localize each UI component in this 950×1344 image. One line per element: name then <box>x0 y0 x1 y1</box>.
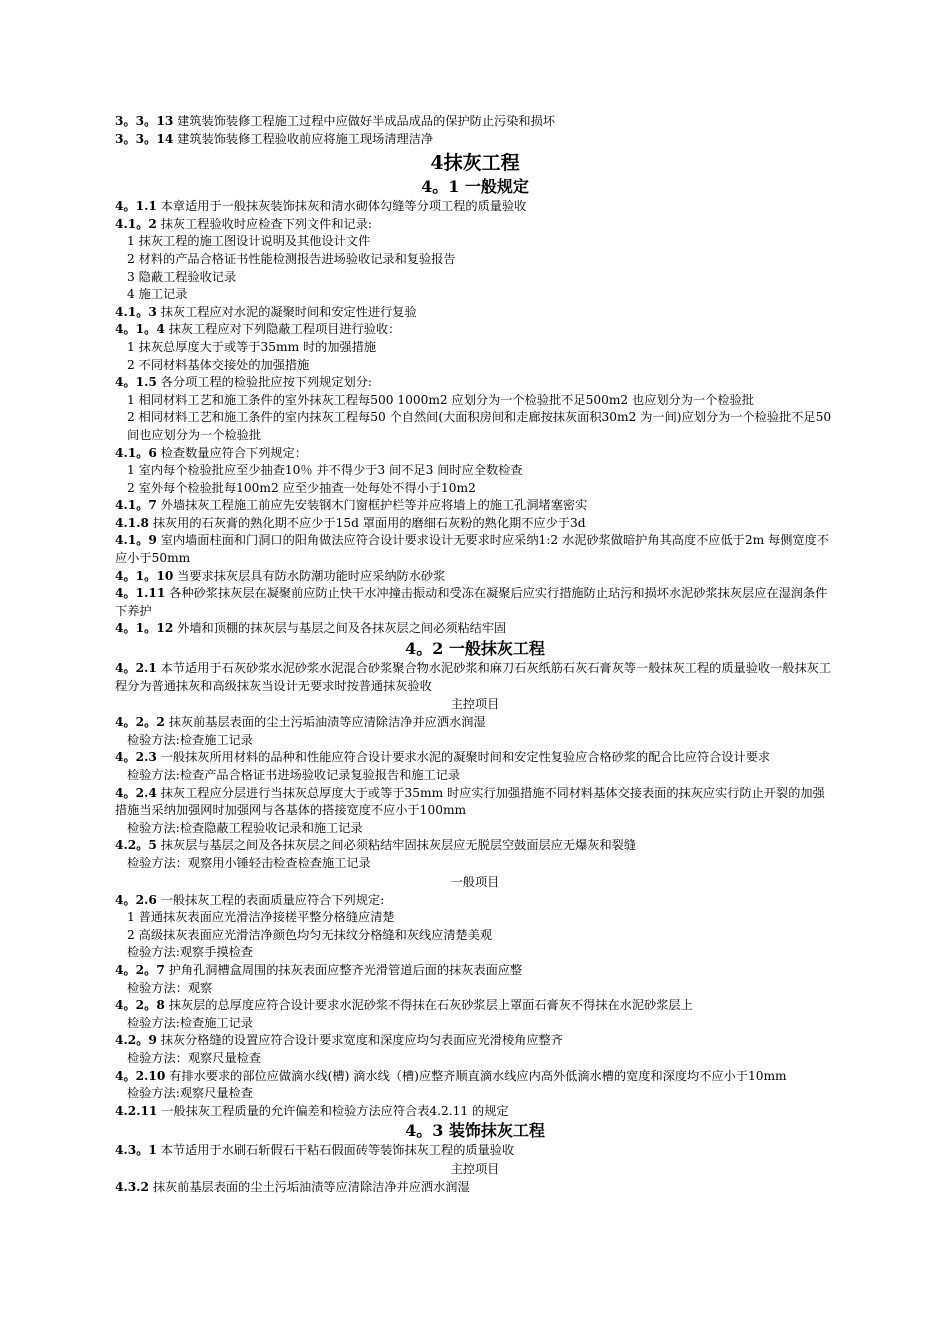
clause-number: 4.2。5 <box>115 838 157 853</box>
clause <box>115 892 835 910</box>
clause-number: 4。2.4 <box>115 785 157 800</box>
clause-text: 抹灰工程验收时应检查下列文件和记录: <box>160 216 373 231</box>
section-heading <box>115 1120 835 1142</box>
clause-number: 4。1。12 <box>115 621 174 636</box>
clause-text: 本节适用于水刷石斩假石干粘石假面砖等装饰抹灰工程的质量验收 <box>160 1143 515 1158</box>
subheading: 一般项目 <box>450 874 500 889</box>
clause-text: 检查数量应符合下列规定： <box>160 445 307 460</box>
clause-text: 外墙和顶棚的抹灰层与基层之间及各抹灰层之间必须粘结牢固 <box>177 621 507 636</box>
list-item: 2 室外每个检验批每100m2 应至少抽查一处每处不得小于10m2 <box>127 480 476 495</box>
clause <box>115 113 835 131</box>
clause <box>115 321 835 339</box>
clause-number: 4。2。8 <box>115 998 165 1013</box>
list-item: 1 普通抹灰表面应光滑洁净接槎平整分格缝应清楚 <box>127 910 395 925</box>
clause <box>115 1032 835 1050</box>
section-title: 一般抹灰工程 <box>448 639 545 659</box>
clause-number: 4。2.10 <box>115 1068 166 1083</box>
clause-text: 抹灰前基层表面的尘土污垢油渍等应清除洁净并应洒水润湿 <box>168 715 486 730</box>
list-item: 2 材料的产品合格证书性能检测报告进场验收记录和复验报告 <box>127 251 456 266</box>
clause-number: 4。2。7 <box>115 962 165 977</box>
clause-text: 抹灰工程应对下列隐蔽工程项目进行验收： <box>168 322 401 337</box>
section-title: 一般规定 <box>464 177 529 197</box>
section-body <box>115 660 835 1120</box>
clause-number: 3。3。14 <box>115 131 174 146</box>
list-item: 1 抹灰工程的施工图设计说明及其他设计文件 <box>127 234 371 249</box>
inspection-method: 检验方法:检查施工记录 <box>127 1015 253 1030</box>
list-item: 3 隐蔽工程验收记录 <box>127 269 237 284</box>
clause <box>115 131 835 149</box>
section-heading <box>115 176 835 198</box>
clause-number: 4。1。10 <box>115 568 174 583</box>
clause-text: 抹灰工程应对水泥的凝聚时间和安定性进行复验 <box>160 304 417 319</box>
clause-number: 4。1.11 <box>115 586 166 601</box>
clause-text: 本节适用于石灰砂浆水泥砂浆水泥混合砂浆聚合物水泥砂浆和麻刀石灰纸筋石灰石膏灰等一般抹灰工程的质量验收一般抹灰工程分为普通抹灰和高级抹灰当设计无要求时按普通抹灰验收 <box>115 661 832 693</box>
list-item: 1 室内每个检验批应至少抽查10％ 并不得少于3 间不足3 间时应全数检查 <box>127 463 523 478</box>
clause-number: 4.3.2 <box>115 1179 149 1194</box>
list-item: 2 不同材料基体交接处的加强措施 <box>127 357 310 372</box>
list-item: 2 相同材料工艺和施工条件的室内抹灰工程每50 个自然间(大面积房间和走廊按抹灰面积30m2 为一间)应划分为一个检验批不足50 间也应划分为一个检验批 <box>127 410 832 442</box>
clause <box>115 714 835 732</box>
clause-text: 抹灰层的总厚度应符合设计要求水泥砂浆不得抹在石灰砂浆层上罩面石膏灰不得抹在水泥砂浆层上 <box>168 998 693 1013</box>
section-body <box>115 1142 835 1196</box>
clause-number: 4。1。4 <box>115 322 165 337</box>
clause-number: 4。2。2 <box>115 715 165 730</box>
clause <box>115 216 835 234</box>
clause-text: 抹灰用的石灰膏的熟化期不应少于15d 罩面用的磨细石灰粉的熟化期不应少于3d <box>152 515 586 530</box>
list-item: 4 施工记录 <box>127 287 188 302</box>
clause-number: 4.1。3 <box>115 304 157 319</box>
subheading: 主控项目 <box>450 1161 500 1176</box>
clause-number: 4.1。2 <box>115 216 157 231</box>
inspection-method: 检验方法:观察手摸检查 <box>127 945 253 960</box>
clause-number: 4。2.1 <box>115 661 157 676</box>
inspection-method: 检验方法：观察用小锤轻击检查检查施工记录 <box>127 855 371 870</box>
clause-number: 4.2。9 <box>115 1033 157 1048</box>
list-item: 1 抹灰总厚度大于或等于35mm 时的加强措施 <box>127 339 377 354</box>
clause <box>115 660 835 695</box>
inspection-method: 检验方法:检查施工记录 <box>127 732 253 747</box>
section-heading <box>115 638 835 660</box>
inspection-method: 检验方法:检查隐蔽工程验收记录和施工记录 <box>127 820 363 835</box>
clause-text: 抹灰层与基层之间及各抹灰层之间必须粘结牢固抹灰层应无脱层空鼓面层应无爆灰和裂缝 <box>160 838 637 853</box>
clause-number: 4。2.6 <box>115 892 157 907</box>
inspection-method: 检验方法:观察尺量检查 <box>127 1086 253 1101</box>
clause-text: 一般抹灰工程的表面质量应符合下列规定: <box>160 892 385 907</box>
clause <box>115 497 835 515</box>
clause-text: 建筑装饰装修工程验收前应将施工现场清理洁净 <box>177 131 434 146</box>
clause-text: 一般抹灰所用材料的品种和性能应符合设计要求水泥的凝聚时间和安定性复验应合格砂浆的配合比应符合设计要求 <box>160 750 771 765</box>
clause-number: 4.1。9 <box>115 533 157 548</box>
subheading: 主控项目 <box>450 697 500 712</box>
list-item: 1 相同材料工艺和施工条件的室外抹灰工程每500 1000m2 应划分为一个检验批不足500m2 也应划分为一个检验批 <box>127 392 754 407</box>
clause-text: 有排水要求的部位应做滴水线(槽) 滴水线（槽)应整齐顺直滴水线应内高外低滴水槽的宽度和深度均不应小于10mm <box>169 1068 787 1083</box>
clause <box>115 1179 835 1197</box>
clause-number: 4.1。7 <box>115 498 157 513</box>
clause <box>115 837 835 855</box>
clause <box>115 568 835 586</box>
clause-number: 4.2.11 <box>115 1103 158 1118</box>
section-number: 4。3 <box>405 1121 444 1141</box>
chapter-heading <box>115 150 835 176</box>
clause <box>115 515 835 533</box>
clause <box>115 1142 835 1160</box>
clause-number: 4.1。6 <box>115 445 157 460</box>
chapter-number: 4 <box>430 152 444 175</box>
clause <box>115 997 835 1015</box>
clause-text: 抹灰工程应分层进行当抹灰总厚度大于或等于35mm 时应实行加强措施不同材料基体交接表面的抹灰应实行防止开裂的加强措施当采纳加强网时加强网与各基体的搭接宽度不应小于100mm <box>115 785 825 818</box>
clause <box>115 198 835 216</box>
clause-number: 4.3。1 <box>115 1143 157 1158</box>
clause <box>115 532 835 567</box>
clause-text: 本章适用于一般抹灰装饰抹灰和清水砌体勾缝等分项工程的质量验收 <box>160 199 527 214</box>
chapter-title: 抹灰工程 <box>443 152 520 175</box>
clause <box>115 374 835 392</box>
section-title: 装饰抹灰工程 <box>448 1121 545 1141</box>
clause <box>115 785 835 820</box>
clause <box>115 585 835 620</box>
clause-text: 外墙抹灰工程施工前应先安装钢木门窗框护栏等并应将墙上的施工孔洞堵塞密实 <box>160 498 588 513</box>
clause-text: 室内墙面柱面和门洞口的阳角做法应符合设计要求设计无要求时应采纳1:2 水泥砂浆做暗护角其高度不应低于2m 每侧宽度不应小于50mm <box>115 533 829 566</box>
clause-number: 4。1.1 <box>115 199 157 214</box>
clause <box>115 620 835 638</box>
clause-number: 4.1.8 <box>115 515 149 530</box>
pre-clauses <box>115 113 835 148</box>
clause <box>115 962 835 980</box>
clause-text: 建筑装饰装修工程施工过程中应做好半成品成品的保护防止污染和损坏 <box>177 114 555 128</box>
inspection-method: 检验方法:检查产品合格证书进场验收记录复验报告和施工记录 <box>127 768 461 782</box>
clause <box>115 749 835 767</box>
clause-number: 3。3。13 <box>115 114 174 128</box>
clause-text: 护角孔洞槽盒周围的抹灰表面应整齐光滑管道后面的抹灰表面应整 <box>168 962 523 977</box>
section-number: 4。1 <box>421 177 460 197</box>
clause-text: 一般抹灰工程质量的允许偏差和检验方法应符合表4.2.11 的规定 <box>161 1103 509 1118</box>
clause-text: 各种砂浆抹灰层在凝聚前应防止快干水冲撞击振动和受冻在凝聚后应实行措施防止玷污和损坏水泥砂浆抹灰层应在湿润条件下养护 <box>115 586 828 618</box>
section-number: 4。2 <box>405 639 444 659</box>
clause <box>115 1103 835 1121</box>
clause-number: 4。2.3 <box>115 750 157 765</box>
clause <box>115 304 835 322</box>
inspection-method: 检验方法：观察尺量检查 <box>127 1050 262 1065</box>
clause-number: 4。1.5 <box>115 375 157 390</box>
inspection-method: 检验方法：观察 <box>127 980 213 995</box>
list-item: 2 高级抹灰表面应光滑洁净颜色均匀无抹纹分格缝和灰线应清楚美观 <box>127 927 493 942</box>
clause <box>115 1068 835 1086</box>
clause-text: 抹灰前基层表面的尘土污垢油渍等应清除洁净并应洒水润湿 <box>152 1179 470 1194</box>
clause-text: 各分项工程的检验批应按下列规定划分: <box>160 375 373 390</box>
document-body <box>115 113 835 1196</box>
section-body <box>115 198 835 638</box>
clause-text: 当要求抹灰层具有防水防潮功能时应采纳防水砂浆 <box>177 568 446 583</box>
clause <box>115 445 835 463</box>
clause-text: 抹灰分格缝的设置应符合设计要求宽度和深度应均匀表面应光滑棱角应整齐 <box>160 1033 563 1048</box>
